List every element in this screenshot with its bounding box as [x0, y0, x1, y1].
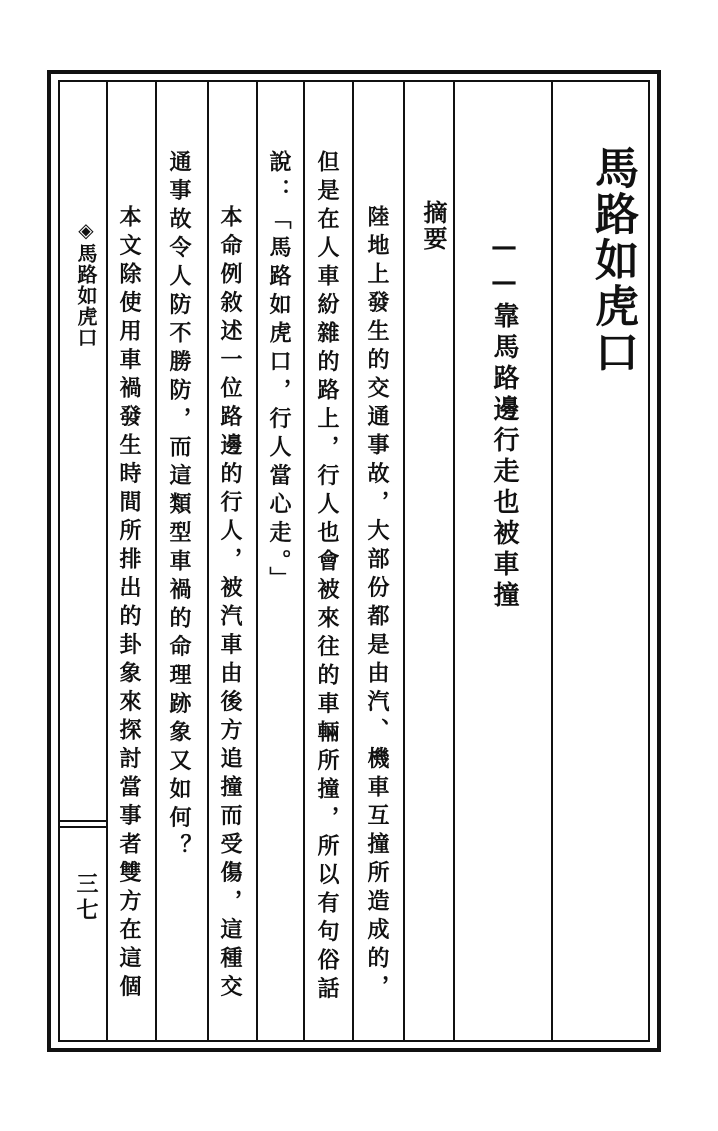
column-divider — [303, 82, 305, 1040]
column-divider — [256, 82, 258, 1040]
column-divider — [551, 82, 553, 1040]
column-divider — [403, 82, 405, 1040]
column-divider — [207, 82, 209, 1040]
page-number: 三七 — [73, 872, 99, 924]
page-subtitle: ——靠馬路邊行走也被車撞 — [489, 232, 519, 612]
running-header: ◈馬路如虎口 — [74, 218, 98, 348]
section-heading: 摘要 — [419, 200, 448, 252]
column-divider — [352, 82, 354, 1040]
paragraph-line: 陸地上發生的交通事故，大部份都是由汽、機車互撞所造成的， — [364, 205, 390, 1003]
column-divider — [155, 82, 157, 1040]
header-rule — [60, 826, 107, 828]
column-divider — [106, 82, 108, 1040]
paragraph-line: 但是在人車紛雜的路上，行人也會被來往的車輛所撞，所以有句俗話 — [314, 150, 340, 1005]
paragraph-line: 本文除使用車禍發生時間所排出的卦象來探討當事者雙方在這個 — [116, 205, 142, 1003]
page-title: 馬路如虎口 — [587, 145, 638, 375]
page-frame-inner — [58, 80, 650, 1042]
paragraph-line: 本命例敘述一位路邊的行人，被汽車由後方追撞而受傷，這種交 — [217, 205, 243, 1003]
paragraph-line: 說：「馬路如虎口，行人當心走。」 — [266, 150, 292, 595]
paragraph-line: 通事故令人防不勝防，而這類型車禍的命理跡象又如何？ — [166, 150, 192, 863]
header-rule — [60, 820, 107, 822]
column-divider — [453, 82, 455, 1040]
